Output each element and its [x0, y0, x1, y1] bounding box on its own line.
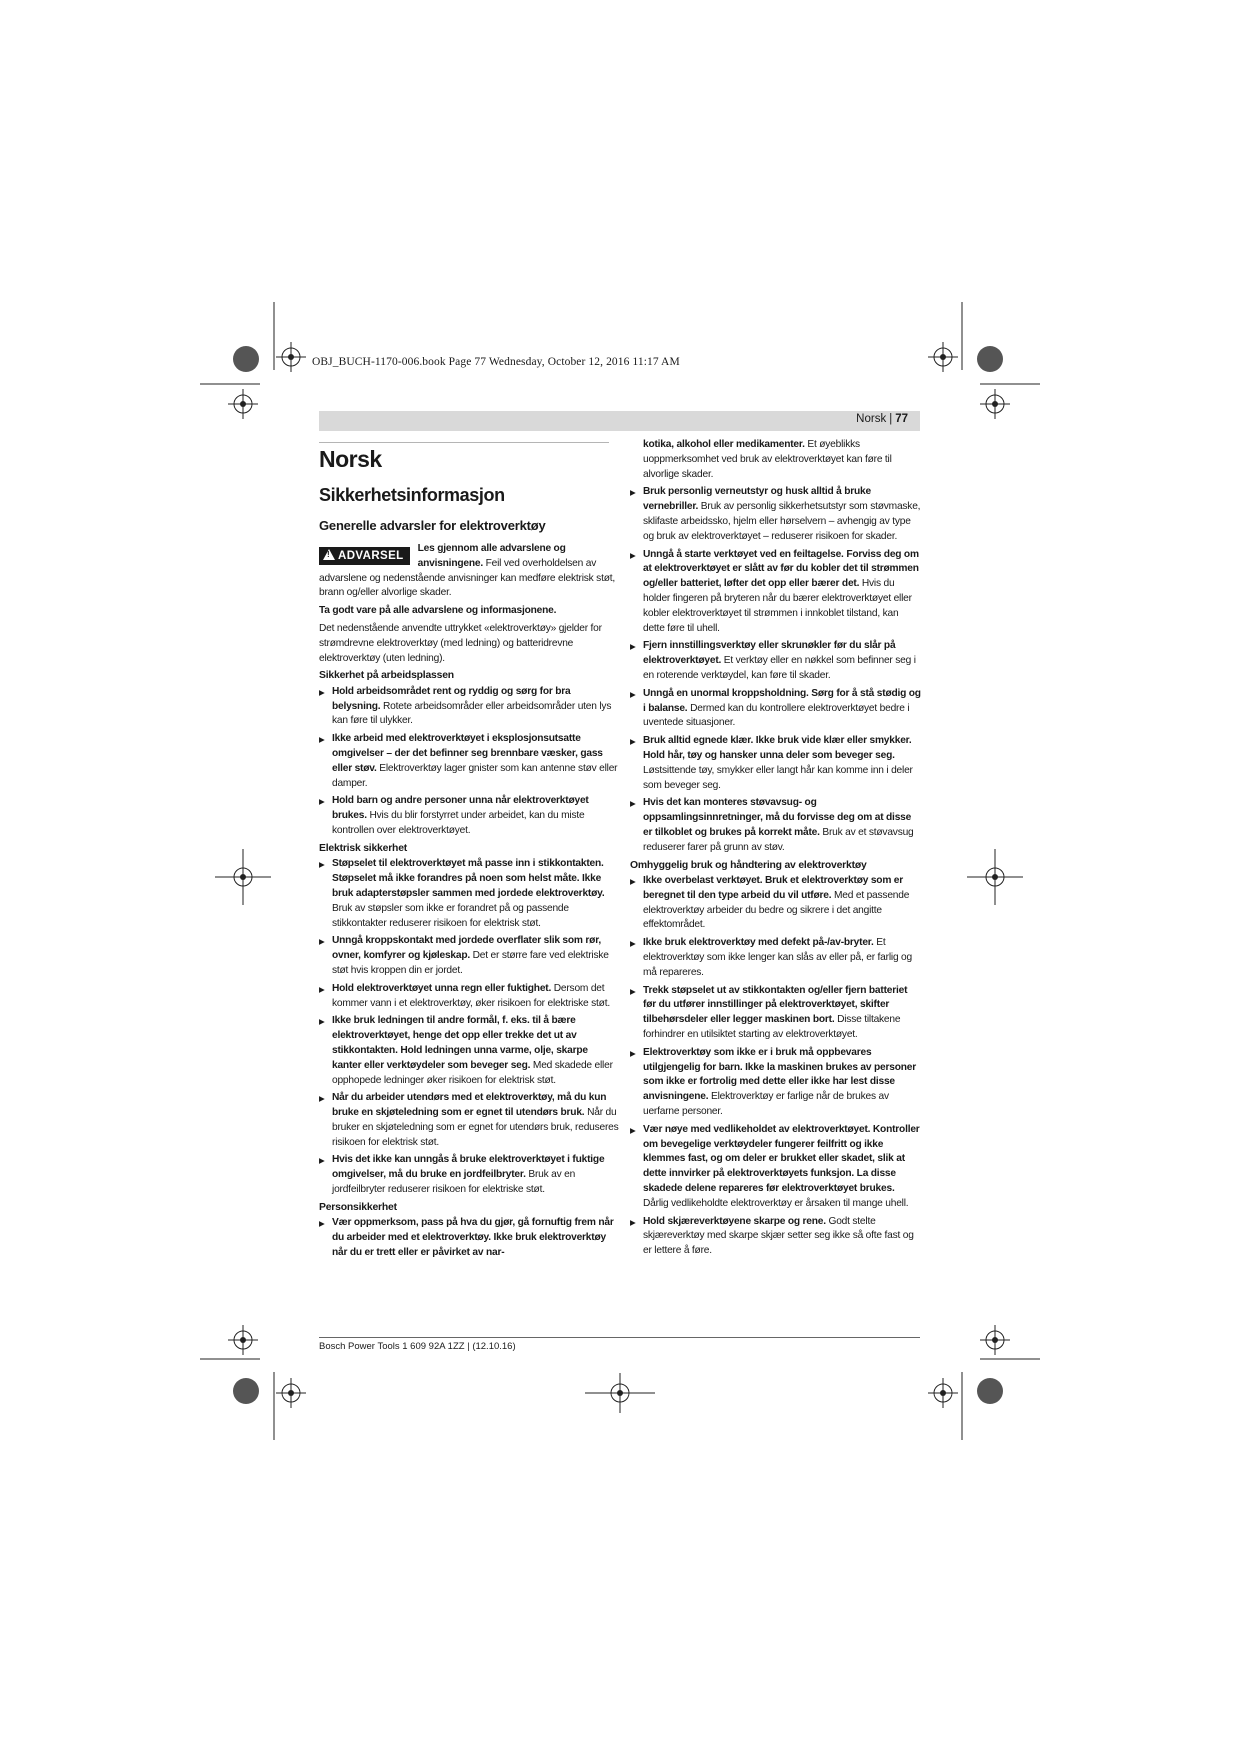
list-item: ▶ Trekk støpselet ut av stikkontakten og/eller fjern batteriet før du utfører innstillinger på elektroverktøyet, skifter tilbehørsdeler eller legger maskinen bort. Disse tiltakene forhindrer en utilsiktet starting av elektroverktøyet.: [630, 984, 922, 1043]
list-item: ▶ Hold arbeidsområdet rent og ryddig og sørg for bra belysning. Rotete arbeidsområder eller arbeidsområder uten lys kan føre til ulykker.: [319, 685, 619, 729]
list-item: ▶ Fjern innstillingsverktøy eller skrunøkler før du slår på elektroverktøyet. Et verktøy eller en nøkkel som befinner seg i en roterende verktøydel, kan føre til skader.: [630, 639, 922, 683]
list-item: ▶ Unngå å starte verktøyet ved en feiltagelse. Forviss deg om at elektroverktøyet er slått av før du kobler det til strømmen og/eller batteriet, løfter det opp eller bærer det. Hvis du holder fingeren på bryteren når du bærer elektroverktøyet eller kobler elektroverktøyet til strømmen i innkoblet tilstand, kan dette føre til uhell.: [630, 548, 922, 637]
page-number: 77: [895, 413, 908, 425]
workplace-list: [319, 685, 619, 839]
list-item: ▶ Hvis det kan monteres støvavsug- og oppsamlingsinnretninger, må du forvisse deg om at disse er tilkoblet og brukes på korrekt måte. Bruk av et støvavsug reduserer farer på grunn av støv.: [630, 796, 922, 855]
keep-note: Ta godt vare på alle advarslene og informasjonene.: [319, 605, 557, 617]
section-heading: Personsikkerhet: [319, 1201, 397, 1213]
page-footer: Bosch Power Tools 1 609 92A 1ZZ | (12.10.16): [319, 1341, 516, 1352]
list-item: ▶ Unngå kroppskontakt med jordede overflater slik som rør, ovner, komfyrer og kjøleskap. Det er større fare ved elektriske støt hvis kroppen din er jordet.: [319, 934, 619, 978]
section-title: Sikkerhetsinformasjon: [319, 485, 505, 505]
personal-list-cont: [630, 485, 922, 855]
list-item: ▶ Bruk alltid egnede klær. Ikke bruk vide klær eller smykker. Hold hår, tøy og hansker unna deler som beveger seg. Løstsittende tøy, smykker eller langt hår kan komme inn i deler som beveger seg.: [630, 734, 922, 793]
list-item: ▶ Hold elektroverktøyet unna regn eller fuktighet. Dersom det kommer vann i et elektroverktøy, øker risikoen for elektriske støt.: [319, 982, 619, 1012]
list-item: ▶ Elektroverktøy som ikke er i bruk må oppbevares utilgjengelig for barn. Ikke la maskinen brukes av personer som ikke er fortrolig med dette eller ikke har lest disse anvisningene. Elektroverktøy er farlige når de brukes av uerfarne personer.: [630, 1046, 922, 1120]
warning-badge: !ADVARSEL: [319, 547, 410, 565]
list-item: ▶ Unngå en unormal kroppsholdning. Sørg for å stå stødig og i balanse. Dermed kan du kontrollere elektroverktøyet bedre i uventede situasjoner.: [630, 687, 922, 731]
print-header: OBJ_BUCH-1170-006.book Page 77 Wednesday, October 12, 2016 11:17 AM: [312, 356, 680, 368]
list-item: ▶ Ikke bruk elektroverktøy med defekt på-/av-bryter. Et elektroverktøy som ikke lenger kan slås av eller på, er farlig og må repareres.: [630, 936, 922, 980]
page-title: Norsk: [319, 446, 382, 472]
warning-triangle-icon: [323, 549, 335, 560]
section-heading: Elektrisk sikkerhet: [319, 842, 408, 854]
list-item: ▶ Ikke arbeid med elektroverktøyet i eksplosjonsutsatte omgivelser – der det befinner seg brennbare væsker, gass eller støv. Elektroverktøy lager gnister som kan antenne støv eller damper.: [319, 732, 619, 791]
list-item: ▶ Når du arbeider utendørs med et elektroverktøy, må du kun bruke en skjøteledning som er egnet til utendørs bruk. Når du bruker en skjøteledning som er egnet for utendørs bruk, reduseres risikoen for elektrisk støt.: [319, 1091, 619, 1150]
list-item: ▶ Vær nøye med vedlikeholdet av elektroverktøyet. Kontroller om bevegelige verktøydeler fungerer feilfritt og ikke klemmes fast, og om deler er brukket eller skadet, slik at dette innvirker på elektroverktøyets funksjon. La disse skadede delene repareres før elektroverktøyet brukes. Dårlig vedlikeholdte elektroverktøy er årsaken til mange uhell.: [630, 1123, 922, 1212]
left-column: [319, 438, 619, 1264]
header-language: Norsk: [856, 413, 887, 425]
care-list: [630, 874, 922, 1259]
subsection-title: Generelle advarsler for elektroverktøy: [319, 518, 546, 533]
warning-lead: Les gjennom alle advarslene og anvisningene.: [417, 543, 566, 569]
section-heading: Omhyggelig bruk og håndtering av elektroverktøy: [630, 859, 867, 871]
list-item: ▶ Hvis det ikke kan unngås å bruke elektroverktøyet i fuktige omgivelser, må du bruke en jordfeilbryter. Bruk av en jordfeilbryter reduserer risikoen for elektriske støt.: [319, 1153, 619, 1197]
warning-block: [319, 542, 619, 601]
right-column: [630, 438, 922, 1262]
running-header: Norsk | 77: [319, 411, 920, 431]
footer-rule: [319, 1337, 920, 1338]
section-heading: Sikkerhet på arbeidsplassen: [319, 670, 454, 682]
list-item: ▶ Bruk personlig verneutstyr og husk alltid å bruke vernebriller. Bruk av personlig sikkerhetsutstyr som støvmaske, sklifaste arbeidssko, hjelm eller hørselvern – avhengig av type og bruk av elektroverktøyet – reduserer risikoen for skader.: [630, 485, 922, 544]
list-item: ▶ Hold skjæreverktøyene skarpe og rene. Godt stelte skjæreverktøy med skarpe skjær setter seg ikke så ofte fast og er lettere å føre.: [630, 1215, 922, 1259]
electrical-list: [319, 857, 619, 1198]
list-item: ▶ Støpselet til elektroverktøyet må passe inn i stikkontakten. Støpselet må ikke forandres på noen som helst måte. Ikke bruk adapterstøpsler sammen med jordede elektroverktøy. Bruk av støpsler som ikke er forandret på og passende stikkontakter reduserer risikoen for elektrisk støt.: [319, 857, 619, 931]
personal-list: [319, 1216, 619, 1260]
warning-text: Feil ved overholdelsen av advarslene og nedenstående anvisninger kan medføre elektrisk støt, brann og/eller alvorlige skader.: [319, 557, 615, 599]
definition-text: Det nedenstående anvendte uttrykket «elektroverktøy» gjelder for strømdrevne elektroverktøy (med ledning) og batteridrevne elektroverktøy (uten ledning).: [319, 622, 602, 664]
list-item: ▶ Ikke bruk ledningen til andre formål, f. eks. til å bære elektroverktøyet, henge det opp eller trekke det ut av stikkontakten. Hold ledningen unna varme, olje, skarpe kanter eller verktøydeler som beveger seg. Med skadede eller opphopede ledninger øker risikoen for elektrisk støt.: [319, 1014, 619, 1088]
list-item: ▶ Vær oppmerksom, pass på hva du gjør, gå fornuftig frem når du arbeider med et elektroverktøy. Ikke bruk elektroverktøy når du er trett eller er påvirket av nar-: [319, 1216, 619, 1260]
list-item: ▶ Hold barn og andre personer unna når elektroverktøyet brukes. Hvis du blir forstyrret under arbeidet, kan du miste kontrollen over elektroverktøyet.: [319, 794, 619, 838]
list-item: ▶ Ikke overbelast verktøyet. Bruk et elektroverktøy som er beregnet til den type arbeid du vil utføre. Med et passende elektroverktøy arbeider du bedre og sikrere i det angitte effektområdet.: [630, 874, 922, 933]
continuation-text: kotika, alkohol eller medikamenter. Et øyeblikks uoppmerksomhet ved bruk av elektroverktøyet kan føre til alvorlige skader.: [643, 439, 892, 480]
